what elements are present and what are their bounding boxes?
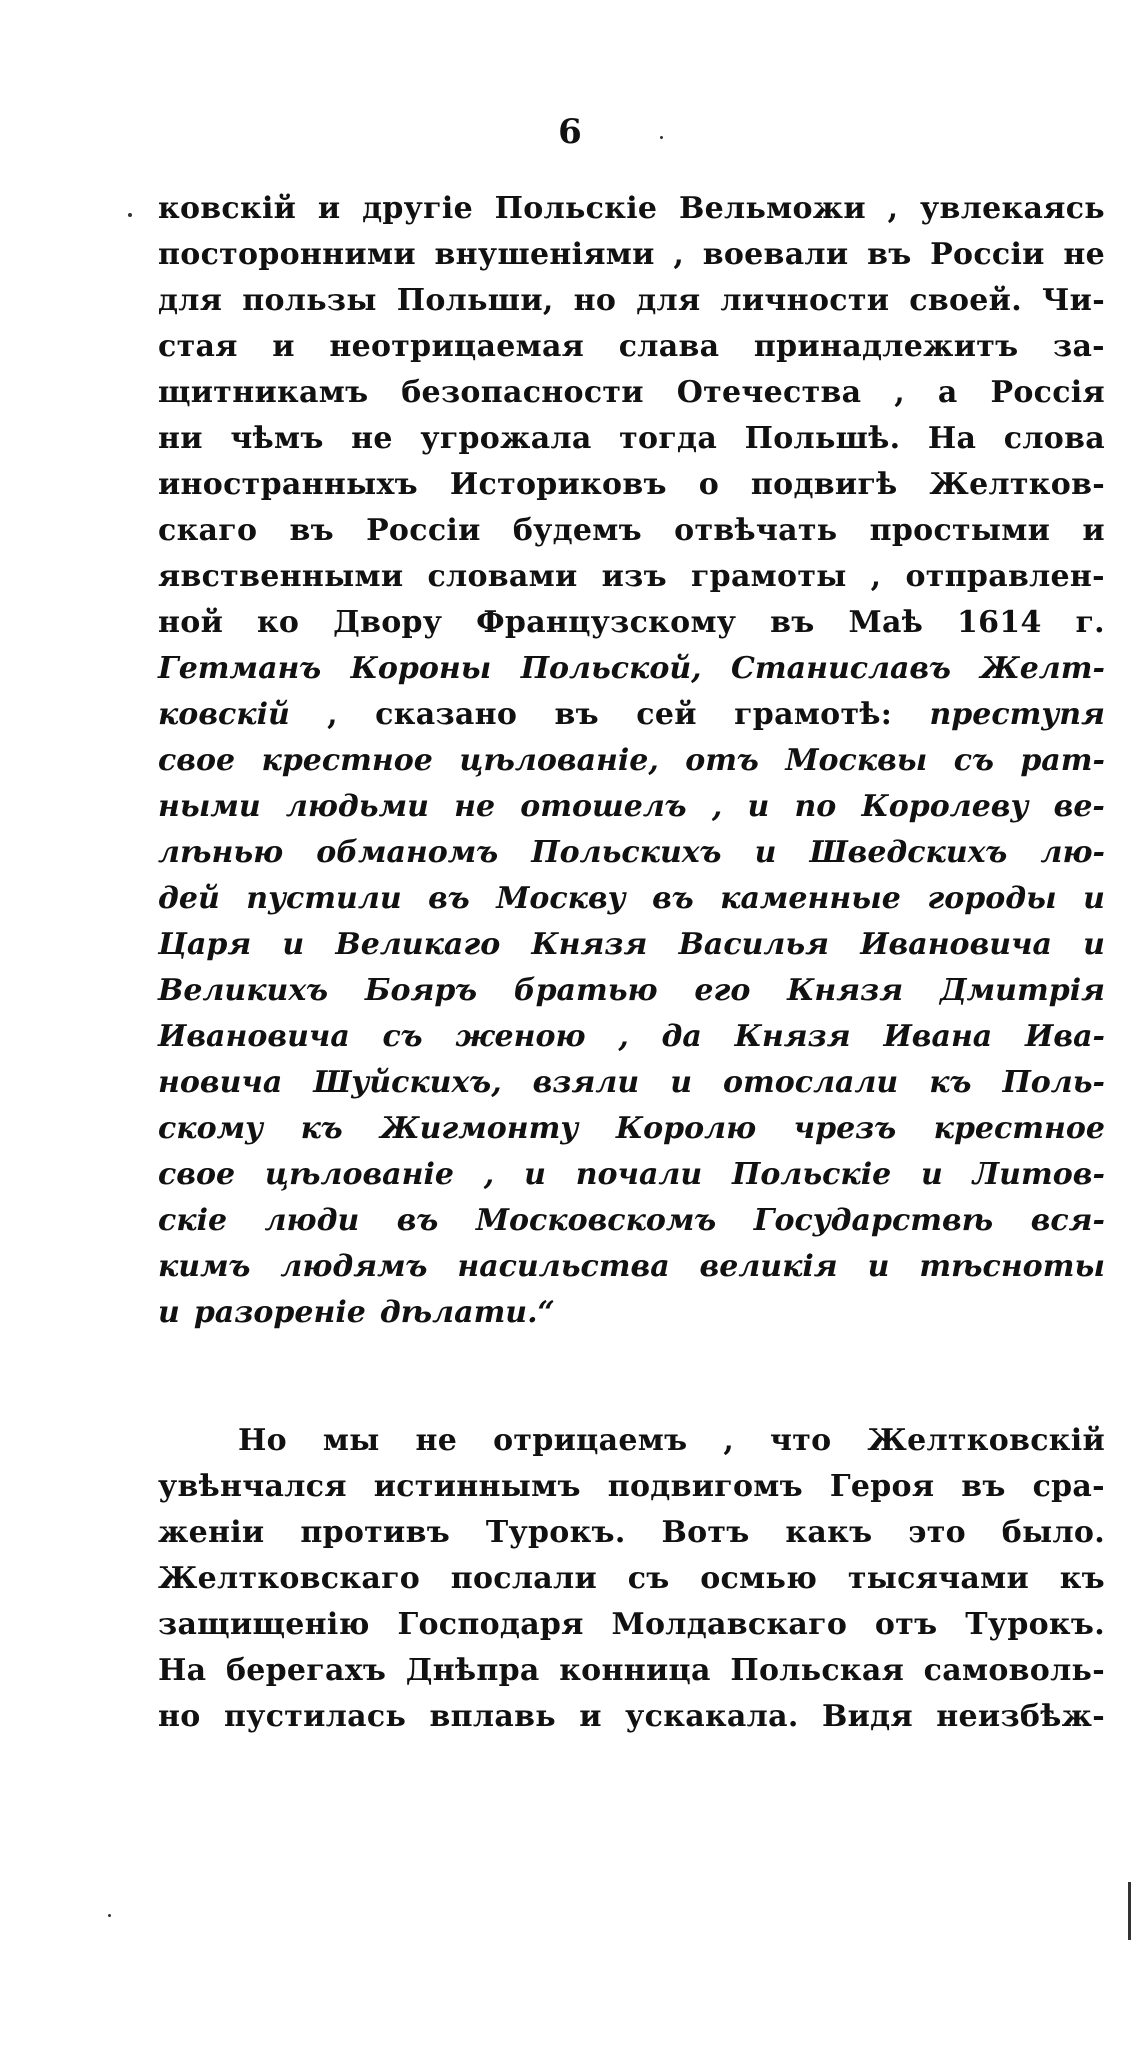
word: но (158, 1699, 201, 1734)
word: иностранныхъ (158, 467, 418, 502)
word: отъ (874, 1607, 938, 1642)
text-line (158, 1694, 1105, 1740)
word: ускакала. (625, 1699, 799, 1734)
word: Видя (821, 1699, 913, 1734)
word: Желт- (980, 651, 1105, 686)
word: Желтков- (929, 467, 1105, 502)
text-line (158, 554, 1105, 600)
word: тѣсноты (919, 1249, 1105, 1284)
word: въ (867, 237, 912, 272)
text-line (158, 968, 1105, 1014)
word: и (272, 329, 295, 364)
word: противъ (300, 1515, 451, 1550)
word: въ (770, 605, 815, 640)
text-line (158, 784, 1105, 830)
word: Москвы (785, 743, 928, 778)
word: скому (158, 1111, 264, 1146)
word: На (158, 1653, 207, 1688)
text-line (158, 600, 1105, 646)
word: Польскіе (494, 191, 658, 226)
word: и (158, 1295, 180, 1330)
word: сказано (375, 697, 518, 732)
word: великія (699, 1249, 838, 1284)
word: цѣлованіе, (459, 743, 659, 778)
word: съ (382, 1019, 423, 1054)
word: защищенію (158, 1607, 370, 1642)
word: Королеву (861, 789, 1029, 824)
word: личности (720, 283, 890, 318)
word: Великаго (335, 927, 501, 962)
word: грамотѣ: (734, 697, 893, 732)
word: отправлен- (905, 559, 1105, 594)
text-line (158, 922, 1105, 968)
word: и (317, 191, 341, 226)
word: Поль- (1002, 1065, 1105, 1100)
word: будемъ (512, 513, 642, 548)
paragraph-1 (158, 186, 1105, 1336)
word: и (524, 1157, 546, 1192)
text-line (158, 370, 1105, 416)
word: Королю (615, 1111, 757, 1146)
word: стая (158, 329, 238, 364)
word: берегахъ (225, 1653, 387, 1688)
word: Польской, (520, 651, 702, 686)
word: Гетманъ (158, 651, 322, 686)
word: что (770, 1423, 832, 1458)
word: Польскіе (732, 1157, 892, 1192)
word: Ивановича (158, 1019, 350, 1054)
word: г. (1075, 605, 1105, 640)
text-line (158, 692, 1105, 738)
word: и (1082, 513, 1105, 548)
word: На (927, 421, 977, 456)
word: конница (559, 1653, 711, 1688)
text-line (158, 646, 1105, 692)
word: женіи (158, 1515, 265, 1550)
page-number: 6 (558, 112, 582, 152)
text-line (158, 1648, 1105, 1694)
word: , (894, 375, 906, 410)
word: людьми (285, 789, 429, 824)
word: ни (158, 421, 203, 456)
word: пользы (242, 283, 377, 318)
word: братью (513, 973, 658, 1008)
word: щитникамъ (158, 375, 369, 410)
scan-edge-mark (1128, 1882, 1131, 1940)
word: Днѣпра (405, 1653, 540, 1688)
word: въ (289, 513, 334, 548)
word: отрицаемъ (493, 1423, 688, 1458)
word: въ (652, 881, 694, 916)
word: Князя (531, 927, 648, 962)
word: да (661, 1019, 702, 1054)
word: каменные (720, 881, 901, 916)
word: городы (927, 881, 1057, 916)
word: Шуйскихъ, (313, 1065, 502, 1100)
word: , (483, 1157, 495, 1192)
word: за- (1053, 329, 1105, 364)
text-line (158, 1244, 1105, 1290)
word: Князя (787, 973, 904, 1008)
word: простыми (869, 513, 1051, 548)
word: сей (636, 697, 697, 732)
word: Москву (496, 881, 626, 916)
word: къ (1059, 1561, 1105, 1596)
word: , (870, 559, 882, 594)
text-line (158, 462, 1105, 508)
word: скіе (158, 1203, 228, 1238)
word: Короны (350, 651, 492, 686)
text-line (158, 1556, 1105, 1602)
word: свое (158, 1157, 236, 1192)
word: , (327, 697, 338, 732)
word: слава (618, 329, 720, 364)
word: но (573, 283, 617, 318)
word: въ (554, 697, 599, 732)
word: подвигѣ (750, 467, 898, 502)
word: Станиславъ (731, 651, 951, 686)
word: Россіи (366, 513, 481, 548)
word: неизбѣж- (936, 1699, 1105, 1734)
word: обманомъ (316, 835, 499, 870)
word: посторонними (158, 237, 416, 272)
word: воевали (702, 237, 849, 272)
word: и (867, 1249, 890, 1284)
word: новича (158, 1065, 283, 1100)
word: , (673, 237, 685, 272)
text-line (158, 738, 1105, 784)
word: не (454, 789, 496, 824)
word: Россія (990, 375, 1105, 410)
word: отослали (723, 1065, 899, 1100)
text-line (158, 1464, 1105, 1510)
word: Шведскихъ (809, 835, 1008, 870)
text-line (158, 186, 1105, 232)
word: подвигомъ (607, 1469, 803, 1504)
word: люди (264, 1203, 360, 1238)
word: Историковъ (449, 467, 667, 502)
word: ве- (1053, 789, 1105, 824)
word: отошелъ (520, 789, 687, 824)
word: Французскому (476, 605, 737, 640)
word: пустили (246, 881, 402, 916)
word: цѣлованіе (264, 1157, 454, 1192)
word: крестное (261, 743, 433, 778)
word: Московскомъ (475, 1203, 717, 1238)
word: и (670, 1065, 693, 1100)
word: Россіи (930, 237, 1045, 272)
word: это (908, 1515, 966, 1550)
word: пустилась (223, 1699, 407, 1734)
word: Героя (829, 1469, 935, 1504)
word: самоволь- (923, 1653, 1105, 1688)
word: кимъ (158, 1249, 251, 1284)
word: Вельможи (678, 191, 866, 226)
word: рат- (1020, 743, 1105, 778)
word: истиннымъ (373, 1469, 581, 1504)
word: скаго (158, 513, 258, 548)
word: Отечества (676, 375, 862, 410)
word: почали (575, 1157, 703, 1192)
word: Вотъ (661, 1515, 750, 1550)
word: Господаря (397, 1607, 584, 1642)
word: увлекаясь (920, 191, 1105, 226)
text-line (158, 416, 1105, 462)
word: дѣлати.“ (379, 1295, 555, 1330)
word: свое (158, 743, 236, 778)
word: Желтковскаго (158, 1561, 421, 1596)
word: женою (455, 1019, 586, 1054)
text-line (158, 1014, 1105, 1060)
word: и (754, 835, 777, 870)
word: насильства (457, 1249, 670, 1284)
word: вплавь (429, 1699, 556, 1734)
word: Польскихъ (531, 835, 722, 870)
word: преступя (929, 697, 1105, 732)
word: тысячами (847, 1561, 1030, 1596)
text-line (158, 1290, 1105, 1336)
word: Но (238, 1423, 287, 1458)
word: Жигмонту (380, 1111, 579, 1146)
word: послали (450, 1561, 598, 1596)
scan-speck (128, 213, 132, 217)
word: Турокъ. (965, 1607, 1105, 1642)
word: осмью (700, 1561, 818, 1596)
word: неотрицаемая (329, 329, 585, 364)
word: не (351, 421, 393, 456)
word: къ (300, 1111, 343, 1146)
word: своей. (909, 283, 1022, 318)
word: другіе (362, 191, 473, 226)
word: принадлежитъ (753, 329, 1019, 364)
word: въ (961, 1469, 1006, 1504)
word: ковскій (158, 697, 290, 732)
scan-speck (660, 136, 663, 139)
word: и (282, 927, 305, 962)
word: Молдавскаго (611, 1607, 848, 1642)
word: къ (929, 1065, 972, 1100)
word: отвѣчать (674, 513, 838, 548)
word: вся- (1030, 1203, 1105, 1238)
word: Польши, (396, 283, 554, 318)
text-line (158, 1152, 1105, 1198)
word: Желтковскій (867, 1423, 1105, 1458)
word: съ (953, 743, 994, 778)
word: ковскій (158, 191, 297, 226)
word: Чи- (1041, 283, 1105, 318)
text-line (158, 1198, 1105, 1244)
word: угрожала (420, 421, 592, 456)
word: съ (627, 1561, 670, 1596)
word: Дмитрія (939, 973, 1105, 1008)
word: , (618, 1019, 629, 1054)
text-line (158, 232, 1105, 278)
text-line (158, 1418, 1105, 1464)
word: чрезъ (793, 1111, 897, 1146)
word: о (698, 467, 720, 502)
word: отъ (685, 743, 759, 778)
word: не (1063, 237, 1105, 272)
word: Василья (678, 927, 830, 962)
word: разореніе (193, 1295, 366, 1330)
text-line (158, 1060, 1105, 1106)
word: Князя (734, 1019, 851, 1054)
word: сра- (1032, 1469, 1105, 1504)
word: ными (158, 789, 261, 824)
word: въ (428, 881, 470, 916)
word: людямъ (280, 1249, 428, 1284)
word: грамоты (690, 559, 847, 594)
word: дей (158, 881, 220, 916)
word: лю- (1040, 835, 1105, 870)
scan-speck (108, 1914, 111, 1917)
text-line (158, 876, 1105, 922)
word: Бояръ (364, 973, 478, 1008)
text-line (158, 324, 1105, 370)
text-line (158, 278, 1105, 324)
word: какъ (785, 1515, 873, 1550)
word: слова (1003, 421, 1105, 456)
word: Ивановича (860, 927, 1052, 962)
word: Ива- (1025, 1019, 1105, 1054)
text-line (158, 508, 1105, 554)
word: 1614 (956, 605, 1042, 640)
word: его (694, 973, 751, 1008)
word: Двору (333, 605, 443, 640)
word: Литов- (972, 1157, 1105, 1192)
word: безопасности (401, 375, 644, 410)
word: по (794, 789, 837, 824)
paragraph-2 (158, 1418, 1105, 1740)
word: Государствѣ (753, 1203, 994, 1238)
word: чѣмъ (230, 421, 324, 456)
word: ко (256, 605, 300, 640)
word: мы (322, 1423, 380, 1458)
word: и (1083, 927, 1105, 962)
word: въ (396, 1203, 439, 1238)
word: для (636, 283, 701, 318)
word: внушеніями (434, 237, 655, 272)
word: Царя (158, 927, 252, 962)
word: и (921, 1157, 943, 1192)
text-line (158, 1106, 1105, 1152)
word: взяли (532, 1065, 640, 1100)
word: , (711, 789, 723, 824)
word: Ивана (883, 1019, 993, 1054)
word: тогда (619, 421, 718, 456)
word: Маѣ (848, 605, 924, 640)
word: было. (1001, 1515, 1105, 1550)
word: Польская (730, 1653, 905, 1688)
word: увѣнчался (158, 1469, 347, 1504)
word: Польшѣ. (744, 421, 901, 456)
word: и (747, 789, 770, 824)
word: для (158, 283, 223, 318)
word: Великихъ (158, 973, 329, 1008)
word: , (723, 1423, 735, 1458)
word: Турокъ. (485, 1515, 626, 1550)
text-line (158, 830, 1105, 876)
word: не (415, 1423, 458, 1458)
word: крестное (933, 1111, 1105, 1146)
word: лѣнью (158, 835, 284, 870)
text-line (158, 1510, 1105, 1556)
word: и (579, 1699, 602, 1734)
word: а (937, 375, 958, 410)
word: явственными (158, 559, 404, 594)
word: изъ (601, 559, 667, 594)
word: , (887, 191, 899, 226)
word: словами (427, 559, 578, 594)
text-line (158, 1602, 1105, 1648)
word: и (1083, 881, 1105, 916)
word: ной (158, 605, 224, 640)
